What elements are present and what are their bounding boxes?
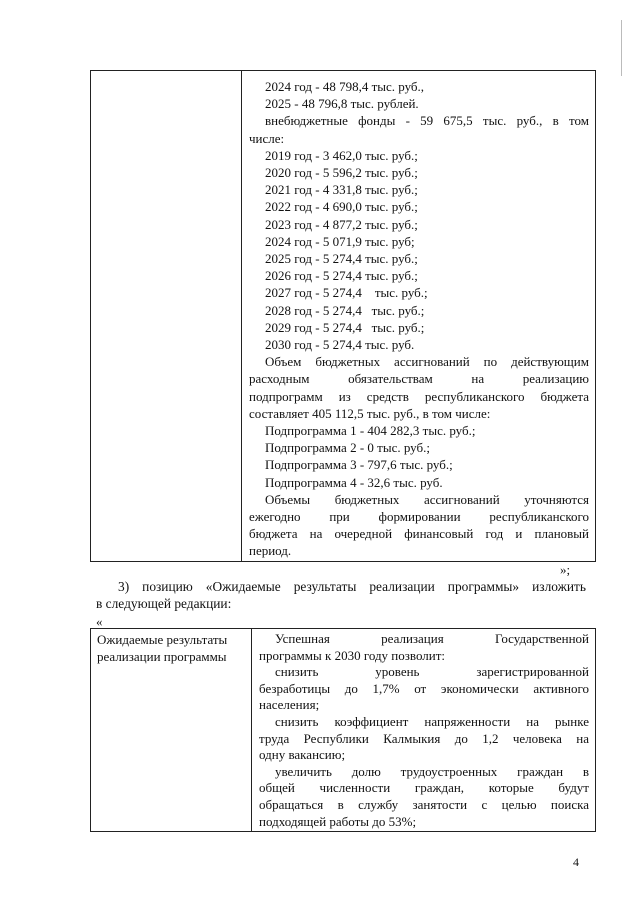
- funding-cell: [249, 78, 589, 560]
- closing-quote: »;: [560, 562, 571, 577]
- scan-artifact: [621, 20, 622, 76]
- year-line: 2024 год - 5 071,9 тыс. руб;: [265, 233, 415, 249]
- text-line: период.: [249, 543, 292, 559]
- text-line: одну вакансию;: [259, 747, 346, 763]
- text-line: общей численности граждан, которые будут: [259, 780, 589, 796]
- text-line: расходным обязательствам на реализацию: [249, 371, 589, 387]
- table-column-divider: [241, 71, 242, 561]
- text-line: Объемы бюджетных ассигнований уточняются: [265, 491, 589, 507]
- year-line: 2029 год - 5 274,4 тыс. руб.;: [265, 319, 425, 335]
- text-line: Ожидаемые результаты: [97, 632, 228, 647]
- subprogram-line: Подпрограмма 3 - 797,6 тыс. руб.;: [265, 457, 453, 473]
- text-line: 2024 год - 48 798,4 тыс. руб.,: [265, 79, 425, 94]
- subprogram-line: Подпрограмма 1 - 404 282,3 тыс. руб.;: [265, 423, 476, 439]
- results-label-cell: [97, 631, 245, 665]
- text-line: подходящей работы до 53%;: [259, 813, 417, 829]
- year-line: 2023 год - 4 877,2 тыс. руб.;: [265, 216, 418, 232]
- subprogram-line: Подпрограмма 2 - 0 тыс. руб.;: [265, 440, 430, 456]
- text-line: увеличить долю трудоустроенных граждан в: [275, 763, 589, 779]
- text-line: бюджета на очередной финансовый год и плановый: [249, 526, 589, 542]
- results-content-cell: [259, 631, 589, 830]
- text-line: снизить коэффициент напряженности на рынке: [275, 713, 589, 729]
- opening-quote: «: [96, 614, 103, 629]
- text-line: составляет 405 112,5 тыс. руб., в том числе:: [249, 405, 491, 421]
- result-item: [259, 631, 589, 664]
- year-line: 2020 год - 5 596,2 тыс. руб.;: [265, 165, 418, 181]
- page-number: 4: [573, 855, 579, 869]
- text-line: числе:: [249, 130, 285, 146]
- text-line: 2025 - 48 796,8 тыс. рублей.: [265, 96, 419, 112]
- text-line: внебюджетные фонды - 59 675,5 тыс. руб., в том: [265, 113, 589, 129]
- year-line: 2021 год - 4 331,8 тыс. руб.;: [265, 182, 418, 198]
- text-line: населения;: [259, 697, 320, 713]
- result-item: [259, 714, 589, 764]
- result-item: [259, 664, 589, 714]
- text-line: 3) позицию «Ожидаемые результаты реализации программы» изложить: [118, 579, 586, 594]
- subprogram-line: Подпрограмма 4 - 32,6 тыс. руб.: [265, 474, 443, 490]
- text-line: реализации программы: [97, 649, 227, 664]
- text-line: безработицы до 1,7% от экономически активного: [259, 680, 589, 696]
- results-table: [90, 628, 596, 832]
- text-line: труда Республики Калмыкия до 1,2 человека на: [259, 730, 589, 746]
- result-item: [259, 764, 589, 830]
- text-line: программы к 2030 году позволит:: [259, 647, 446, 663]
- year-line: 2027 год - 5 274,4 тыс. руб.;: [265, 285, 428, 301]
- funding-table: [90, 70, 596, 562]
- table-column-divider: [251, 629, 252, 831]
- text-line: ежегодно при формировании республиканского: [249, 509, 589, 525]
- year-line: 2019 год - 3 462,0 тыс. руб.;: [265, 147, 418, 163]
- text-line: Объем бюджетных ассигнований по действующим: [265, 354, 589, 370]
- year-line: 2022 год - 4 690,0 тыс. руб.;: [265, 199, 418, 215]
- text-line: подпрограмм из средств республиканского бюджета: [249, 388, 589, 404]
- year-line: 2026 год - 5 274,4 тыс. руб.;: [265, 268, 418, 284]
- year-line: 2030 год - 5 274,4 тыс. руб.: [265, 337, 415, 353]
- text-line: Успешная реализация Государственной: [275, 631, 589, 646]
- text-line: обращаться в службу занятости с целью поиска: [259, 796, 589, 812]
- text-line: снизить уровень зарегистрированной: [275, 664, 589, 680]
- year-line: 2025 год - 5 274,4 тыс. руб.;: [265, 251, 418, 267]
- amendment-paragraph: [96, 578, 586, 612]
- text-line: в следующей редакции:: [96, 596, 232, 611]
- year-line: 2028 год - 5 274,4 тыс. руб.;: [265, 302, 425, 318]
